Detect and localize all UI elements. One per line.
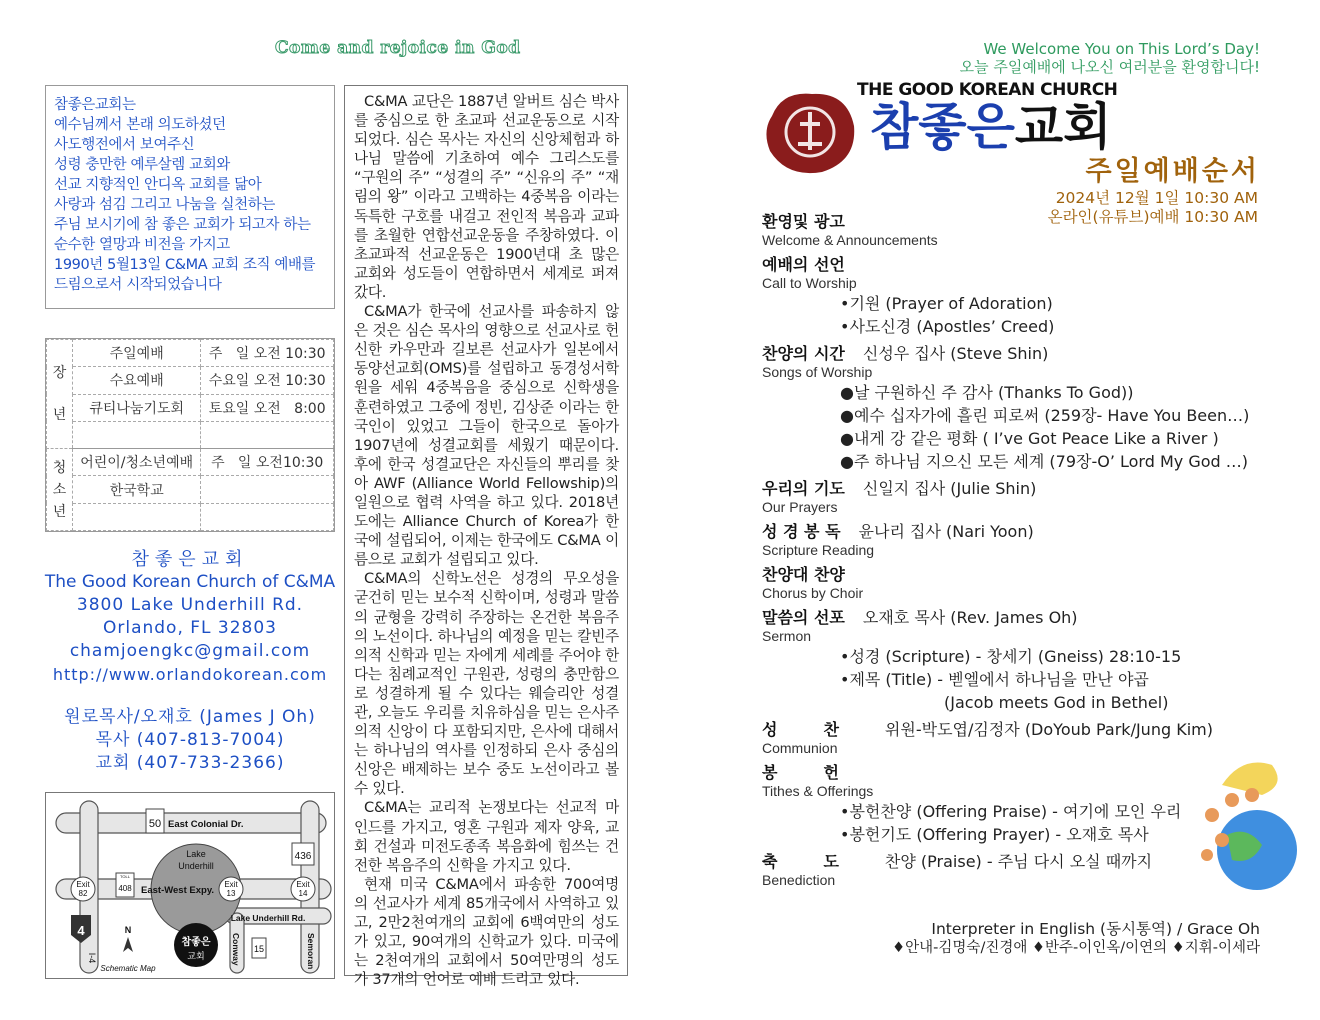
children-globe-illustration xyxy=(1192,755,1302,895)
date-line: 2024년 12월 1일 10:30 AM xyxy=(1055,189,1258,207)
service-time: 주 일 오전10:30 xyxy=(201,449,334,476)
pastor-name: 원로목사/오재호 (James J Oh) xyxy=(64,707,316,727)
svg-text:Underhill: Underhill xyxy=(178,861,214,871)
vision-line: 예수님께서 본래 의도하셨던 xyxy=(54,117,226,133)
service-time xyxy=(201,503,334,530)
vision-statement xyxy=(45,85,335,309)
service-time: 주 일 오전 10:30 xyxy=(201,340,334,367)
svg-text:TOLL: TOLL xyxy=(120,874,130,879)
order-item: 찬양의 시간 신성우 집사 (Steve Shin) Songs of Worship ●날 구원하신 주 감사 (Thanks To God)) ●예수 십자가에 흘린 피로써 (259장- Have You Been…) ●내게 강 같은 평화 ( I’ve Got Peace Like a River ) ●주 하나님 지으신 모든 세계 (79장-O’ Lord My God …) xyxy=(762,344,1250,471)
youth-group-label: 청 소 년 xyxy=(47,449,73,531)
order-item: 축도찬양 (Praise) - 주님 다시 오실 때까지 Benediction xyxy=(762,852,1153,888)
i4-label: I-4 xyxy=(87,952,97,964)
church-map-logo: 참좋은 xyxy=(181,937,211,948)
email-link[interactable]: chamjoengkc@gmail.com xyxy=(69,641,311,661)
welcome-en: We Welcome You on This Lord’s Day! xyxy=(983,40,1260,58)
vision-line: 사랑과 섬김 그리고 나눔을 실천하는 xyxy=(54,197,275,213)
staff-line: ♦안내-김명숙/진경애 ♦반주-이인옥/이연의 ♦지휘-이세라 xyxy=(892,940,1260,956)
service-time: 수요일 오전 10:30 xyxy=(201,367,334,394)
history-paragraph: C&MA의 신학노선은 성경의 무오성을 굳건히 믿는 보수적 신학이며, 성령과 말씀의 균형을 강력히 주장하는 온건한 복음주의 노선이다. 하나님의 예정을 믿는 칼빈주의적 신학과 믿는 자에게 세례를 주어야 한다는 침례교적인 구원관, 성령의 충만함으로 성결하게 될 수 있다는 웨슬리안 성결관, 오늘도 우리를 치유하심을 믿는 은사주의적 신앙이 다 포함되지만, 은사에 대해서는 하나님의 역사를 인정하되 은사 중심의 신앙은 배제하는 보수 중도 노선이라고 볼 수 있다. xyxy=(354,570,619,798)
history-paragraph: C&MA가 한국에 선교사를 파송하지 않은 것은 심슨 목사의 영향으로 선교사로 헌신한 카우만과 길보른 선교사가 일본에서 동양선교회(OMS)를 설립하고 동경성서학원을 세워 4중복음을 중심으로 신학생을 훈련하였고 그중에 정빈, 김상준 이라는 한국인이 있었고 그들이 한국으로 돌아가 1907년에 성결교회를 세웠기 때문이다. 후에 한국 성결교단은 자신들의 뿌리를 찾아 AWF (Alliance World Fellowship)의 일원으로 협력 사역을 하고 있다. 2018년도에는 Alliance Church of Korea가 한국에 설립되어, 이제는 한국에도 C&MA 이름으로 교회가 설립되고 있다. xyxy=(354,303,619,569)
lake-label: Lake xyxy=(186,849,206,859)
service-name: 수요예배 xyxy=(73,367,201,394)
contact-info xyxy=(40,548,340,775)
motto-heading: Come and rejoice in God xyxy=(275,38,521,58)
church-phone: 교회 (407-733-2366) xyxy=(95,753,285,773)
welcome-ko: 오늘 주일예배에 나오신 여러분을 환영합니다! xyxy=(959,58,1260,76)
order-item: 말씀의 선포 오재호 목사 (Rev. James Oh) Sermon •성경 (Scripture) - 창세기 (Gneiss) 28:10-15 •제목 (Title) - 벧엘에서 하나님을 만난 야곱 (Jacob meets God in Bethel) xyxy=(762,608,1182,712)
route-50-sign: 50 xyxy=(148,818,162,830)
route-15-sign: 15 xyxy=(253,944,265,954)
order-item: 봉헌 Tithes & Offerings •봉헌찬양 (Offering Praise) - 여기에 모인 우리 •봉헌기도 (Offering Prayer) - 오재호 목사 xyxy=(762,763,1182,844)
order-item: 우리의 기도 신일지 집사 (Julie Shin) Our Prayers xyxy=(762,479,1037,515)
lake-underhill-rd-label: Lake Underhill Rd. xyxy=(230,913,306,923)
address-line: 3800 Lake Underhill Rd. xyxy=(76,595,304,615)
church-name-ko: 참좋은교회 xyxy=(131,549,249,570)
order-item: 성 경 봉 독 윤나리 집사 (Nari Yoon) Scripture Reading xyxy=(762,522,1034,558)
service-time xyxy=(201,476,334,503)
north-arrow: N xyxy=(124,925,132,935)
service-name: 한국학교 xyxy=(73,476,201,503)
order-of-service xyxy=(762,212,1262,895)
exit-13-sign: Exit xyxy=(224,880,238,889)
colonial-label: East Colonial Dr. xyxy=(168,819,244,830)
route-436-sign: 436 xyxy=(294,851,312,862)
svg-text:82: 82 xyxy=(78,889,88,898)
service-name: 어린이/청소년예배 xyxy=(73,449,201,476)
service-name: 큐티나눔기도회 xyxy=(73,394,201,421)
order-item: 예배의 선언 Call to Worship •기원 (Prayer of Adoration) •사도신경 (Apostles’ Creed) xyxy=(762,255,1055,336)
route-408-sign: 408 xyxy=(118,884,132,893)
pastor-phone: 목사 (407-813-7004) xyxy=(95,730,285,750)
exit-82-sign: Exit xyxy=(76,880,90,889)
cma-history-text xyxy=(344,85,628,989)
svg-text:13: 13 xyxy=(226,889,236,898)
vision-line: 성령 충만한 예루살렘 교회와 xyxy=(54,157,230,173)
vision-line: 1990년 5월13일 C&MA 교회 조직 예배를 xyxy=(54,257,316,273)
welcome-message xyxy=(960,40,1260,76)
history-paragraph: C&MA는 교리적 논쟁보다는 선교적 마인드를 가지고, 영혼 구원과 제자 양육, 교회 건설과 미전도종족 복음화에 힘쓰는 건전한 복음주의 신학을 가지고 있다. xyxy=(354,799,619,874)
address-line: Orlando, FL 32803 xyxy=(102,618,278,638)
church-name-en: The Good Korean Church of C&MA xyxy=(44,572,336,592)
vision-line: 드림으로서 시작되었습니다 xyxy=(54,277,222,293)
order-item: 성찬위원-박도엽/김정자 (DoYoub Park/Jung Kim) Communion xyxy=(762,720,1213,756)
interpreter-line: Interpreter in English (동시통역) / Grace Oh xyxy=(931,920,1260,938)
conway-label: Conway xyxy=(231,933,241,966)
church-name-ko: 참좋은교회 xyxy=(870,98,1112,156)
schematic-map-label: Schematic Map xyxy=(100,964,156,973)
vision-line: 순수한 열망과 비전을 가지고 xyxy=(54,237,230,253)
church-name-en: THE GOOD KOREAN CHURCH xyxy=(857,80,1118,100)
service-schedule-table xyxy=(45,338,335,532)
semoran-label: Semoran xyxy=(306,933,316,970)
history-paragraph: 현재 미국 C&MA에서 파송한 700여명의 선교사가 세계 85개국에서 사역하고 있고, 2만2천여개의 교회에 6백여만의 성도가 있고, 90여개의 신학교가 있다. 미국에는 2천여개의 교회에서 50여만명의 성도가 37개의 언어로 예배 드리고 있다. xyxy=(354,875,619,989)
vision-line: 주님 보시기에 참 좋은 교회가 되고자 하는 xyxy=(54,217,311,233)
history-paragraph: C&MA 교단은 1887년 알버트 심슨 박사를 중심으로 한 초교파 선교운동으로 시작되었다. 심슨 목사는 자신의 신앙체험과 하나님 말씀에 기초하여 예수 그리스도를 “구원의 주” “성결의 주” “신유의 주” “재림의 왕” 이라고 고백하는 4중복음 이라는 독특한 구호를 내걸고 전인적 복음과 교파를 초월한 연합선교운동을 주창하였다. 이 초교파적 선교운동은 1900년대 초 많은 교회와 성도들이 연합하면서 세계로 퍼져 갔다. xyxy=(354,93,619,301)
service-name xyxy=(73,421,201,448)
online-service-line: 온라인(유튜브)예배 10:30 AM xyxy=(1047,208,1258,226)
service-name xyxy=(73,503,201,530)
service-name: 주일예배 xyxy=(73,340,201,367)
i4-shield: 4 xyxy=(77,923,85,938)
website-link[interactable]: http://www.orlandokorean.com xyxy=(52,665,328,684)
order-item: 환영및 광고 Welcome & Announcements xyxy=(762,212,938,248)
service-time: 토요일 오전 8:00 xyxy=(201,394,334,421)
footer-credits xyxy=(892,920,1260,958)
svg-text:교회: 교회 xyxy=(187,951,205,961)
schematic-map xyxy=(45,792,335,979)
vision-line: 참좋은교회는 xyxy=(54,97,136,113)
service-time xyxy=(201,421,334,448)
vision-line: 선교 지향적인 안디옥 교회를 닮아 xyxy=(54,177,262,193)
expressway-label: East-West Expy. xyxy=(141,885,215,896)
svg-text:14: 14 xyxy=(298,889,308,898)
order-of-service-title: 주일예배순서 xyxy=(1085,156,1260,187)
order-item: 찬양대 찬양 Chorus by Choir xyxy=(762,565,864,601)
adult-group-label: 장 년 xyxy=(47,340,73,449)
vision-line: 사도행전에서 보여주신 xyxy=(54,137,195,153)
church-logo-icon xyxy=(762,86,857,176)
exit-14-sign: Exit xyxy=(296,880,310,889)
